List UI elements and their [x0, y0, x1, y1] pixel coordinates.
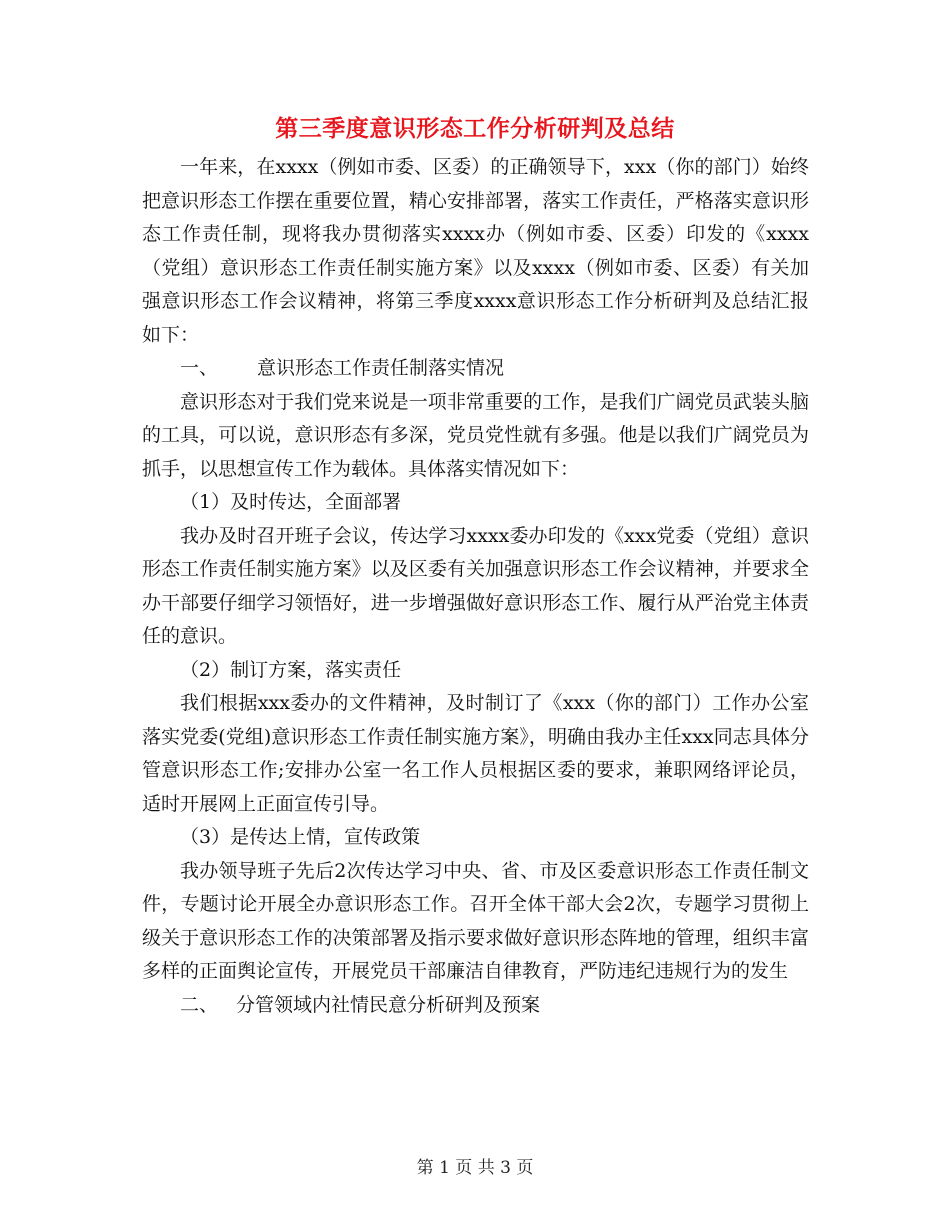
subsection-3-paragraph: 我办领导班子先后2次传达学习中央、省、市及区委意识形态工作责任制文件，专题讨论开展全办意识形态工作。召开全体干部大会2次，专题学习贯彻上级关于意识形态工作的决策部署及指示要求做好意识形态阵地的管理，组织丰富多样的正面舆论宣传，开展党员干部廉洁自律教育，严防违纪违规行为的发生 — [142, 859, 809, 982]
section-number-2: 二、 — [180, 993, 219, 1016]
section-number-1: 一、 — [180, 357, 219, 379]
subsection-2-paragraph: 我们根据xxx委办的文件精神，及时制订了《xxx（你的部门）工作办公室落实党委(党组)意识形态工作责任制实施方案》，明确由我办主任xxx同志具体分管意识形态工作;安排办公室一名工作人员根据区委的要求，兼职网络评论员，适时开展网上正面宣传引导。 — [142, 692, 809, 815]
intro-paragraph: 一年来，在xxxx（例如市委、区委）的正确领导下，xxx（你的部门）始终把意识形态工作摆在重要位置，精心安排部署，落实工作责任，严格落实意识形态工作责任制，现将我办贯彻落实xxxx办（例如市委、区委）印发的《xxxx（党组）意识形态工作责任制实施方案》以及xxxx（例如市委、区委）有关加强意识形态工作会议精神，将第三季度xxxx意识形态工作分析研判及总结汇报如下： — [142, 156, 809, 346]
section-title-1: 意识形态工作责任制落实情况 — [257, 357, 505, 379]
section-title-2: 分管领域内社情民意分析研判及预案 — [236, 993, 541, 1016]
subsection-1-paragraph: 我办及时召开班子会议，传达学习xxxx委办印发的《xxx党委（党组）意识形态工作责任制实施方案》以及区委有关加强意识形态工作会议精神，并要求全办干部要仔细学习领悟好，进一步增强做好意识形态工作、履行从严治党主体责任的意识。 — [142, 524, 809, 647]
subsection-heading-1: （1）及时传达，全面部署 — [180, 491, 402, 513]
subsection-heading-3: （3）是传达上情，宣传政策 — [180, 826, 421, 848]
document-body — [142, 151, 809, 1022]
document-title: 第三季度意识形态工作分析研判及总结 — [275, 115, 675, 142]
page-number-footer: 第 1 页 共 3 页 — [416, 1158, 534, 1178]
section-1-paragraph: 意识形态对于我们党来说是一项非常重要的工作，是我们广阔党员武装头脑的工具，可以说，意识形态有多深，党员党性就有多强。他是以我们广阔党员为抓手，以思想宣传工作为载体。具体落实情况如下： — [142, 390, 809, 480]
section-heading-2 — [142, 989, 809, 1023]
section-heading-1 — [142, 352, 809, 386]
subsection-heading-2: （2）制订方案，落实责任 — [180, 658, 402, 681]
